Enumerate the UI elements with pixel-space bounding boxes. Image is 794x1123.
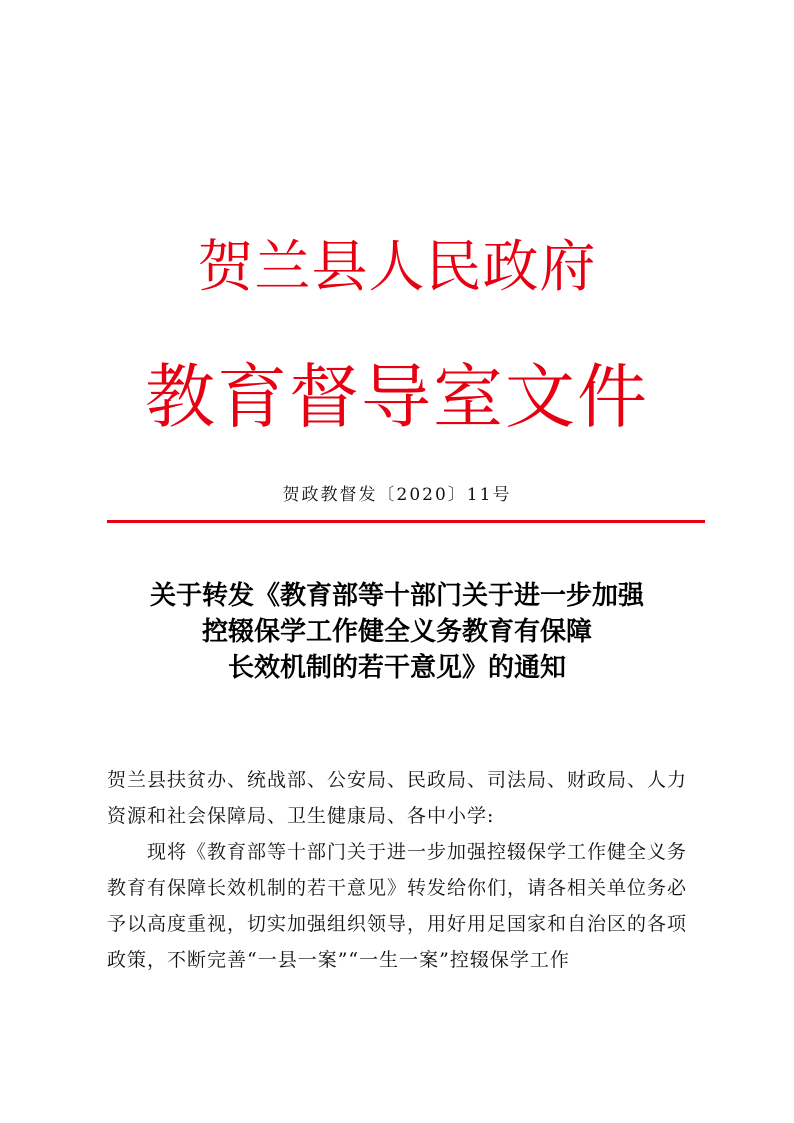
- title-line3: 长效机制的若干意见》的通知: [227, 653, 566, 683]
- recipients-paragraph: 贺兰县扶贫办、统战部、公安局、民政局、司法局、财政局、人力资源和社会保障局、卫生健康局、各中小学:: [107, 769, 688, 827]
- document-title: [0, 578, 794, 686]
- title-line2: 控辍保学工作健全义务教育有保障: [201, 617, 592, 647]
- issuer-name-line1: 贺兰县人民政府: [197, 235, 597, 300]
- red-separator-line: [107, 520, 705, 523]
- title-line1: 关于转发《教育部等十部门关于进一步加强: [149, 581, 644, 611]
- body-paragraph: 现将《教育部等十部门关于进一步加强控辍保学工作健全义务教育有保障长效机制的若干意见》转发给你们，请各相关单位务必予以高度重视，切实加强组织领导，用好用足国家和自治区的各项政策，不断完善“一县一案”“一生一案”控辍保学工作: [107, 841, 688, 971]
- document-body: [107, 762, 695, 978]
- issuer-name-line2: 教育督导室文件: [145, 356, 649, 438]
- document-number: 贺政教督发〔2020〕11号: [282, 485, 512, 505]
